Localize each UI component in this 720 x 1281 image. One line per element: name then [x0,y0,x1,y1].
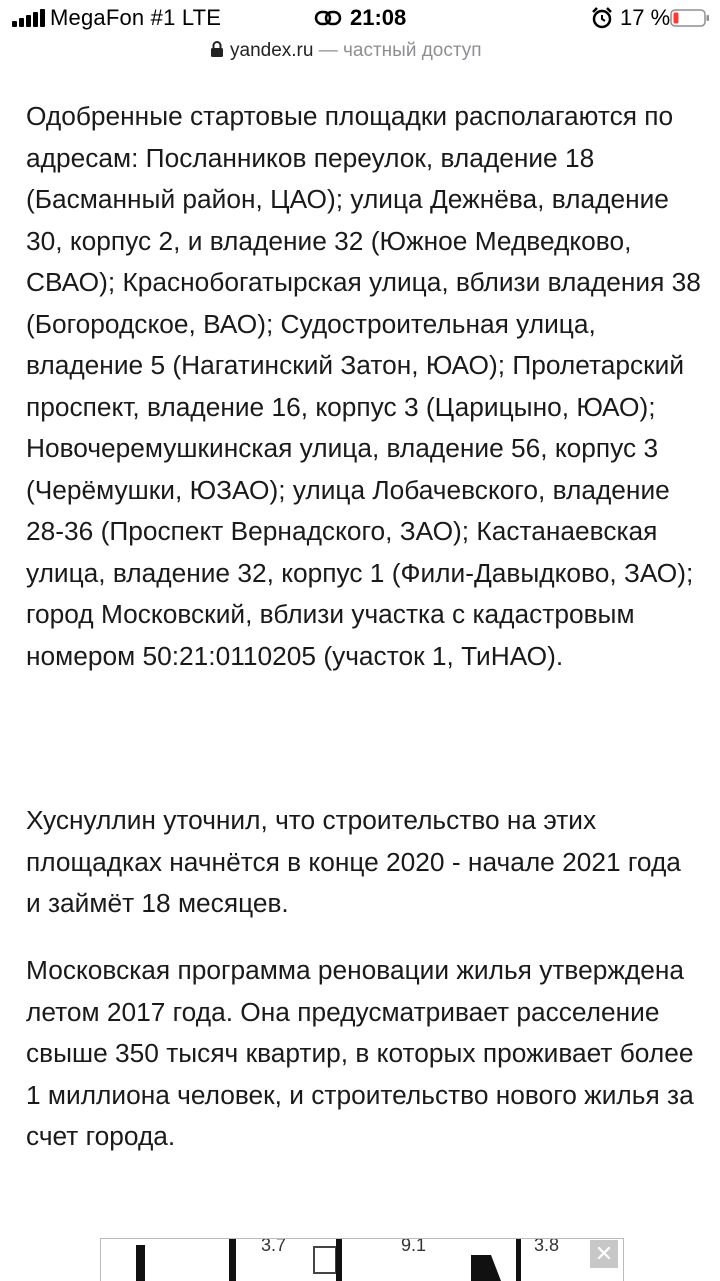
signal-bars-icon [12,9,46,27]
ad-banner-floor-plan[interactable] [100,1238,624,1281]
link-icon [314,8,342,28]
lock-icon [210,41,224,57]
plan-dimension-label: 3.8 [534,1238,560,1255]
url-private-label: — частный доступ [313,40,482,61]
plan-dimension-label: 9.1 [401,1238,427,1255]
url-bar[interactable] [0,36,720,72]
battery-icon [670,9,710,27]
carrier-name: MegaFon #1 LTE [50,5,222,30]
article-paragraph: Одобренные стартовые площадки располагаются по адресам: Посланников переулок, владение 18 (Басманный район, ЦАО); улица Дежнёва, владение 30, корпус 2, и владение 32 (Южное Медведково, СВАО); Краснобогатырская улица, вблизи владения 38 (Богородское, ВАО); Судостроительная улица, владение 5 (Нагатинский Затон, ЮАО); Пролетарский проспект, владение 16, корпус 3 (Царицыно, ЮАО); Новочеремушкинская улица, владение 56, корпус 3 (Черёмушки, ЮЗАО); улица Лобачевского, владение 28-36 (Проспект Вернадского, ЗАО); Кастанаевская улица, владение 32, корпус 1 (Фили-Давыдково, ЗАО); город Московский, вблизи участка с кадастровым номером 50:21:0110205 (участок 1, ТиНАО). [26,101,701,671]
article-paragraph: Хуснуллин уточнил, что строительство на этих площадках начнётся в конце 2020 - начале 2021 года и займёт 18 месяцев. [26,805,681,918]
url-domain: yandex.ru [230,40,314,61]
article-paragraph: Московская программа реновации жилья утверждена летом 2017 года. Она предусматривает расселение свыше 350 тысяч квартир, в которых проживает более 1 миллиона человек, и строительство нового жилья за счет города. [26,955,694,1151]
battery-percent: 17 % [620,5,671,30]
clock-time: 21:08 [350,5,407,30]
close-ad-button[interactable]: ✕ [590,1240,618,1268]
status-bar [0,0,720,36]
plan-dimension-label: 3.7 [261,1238,287,1255]
alarm-clock-icon [590,6,614,30]
